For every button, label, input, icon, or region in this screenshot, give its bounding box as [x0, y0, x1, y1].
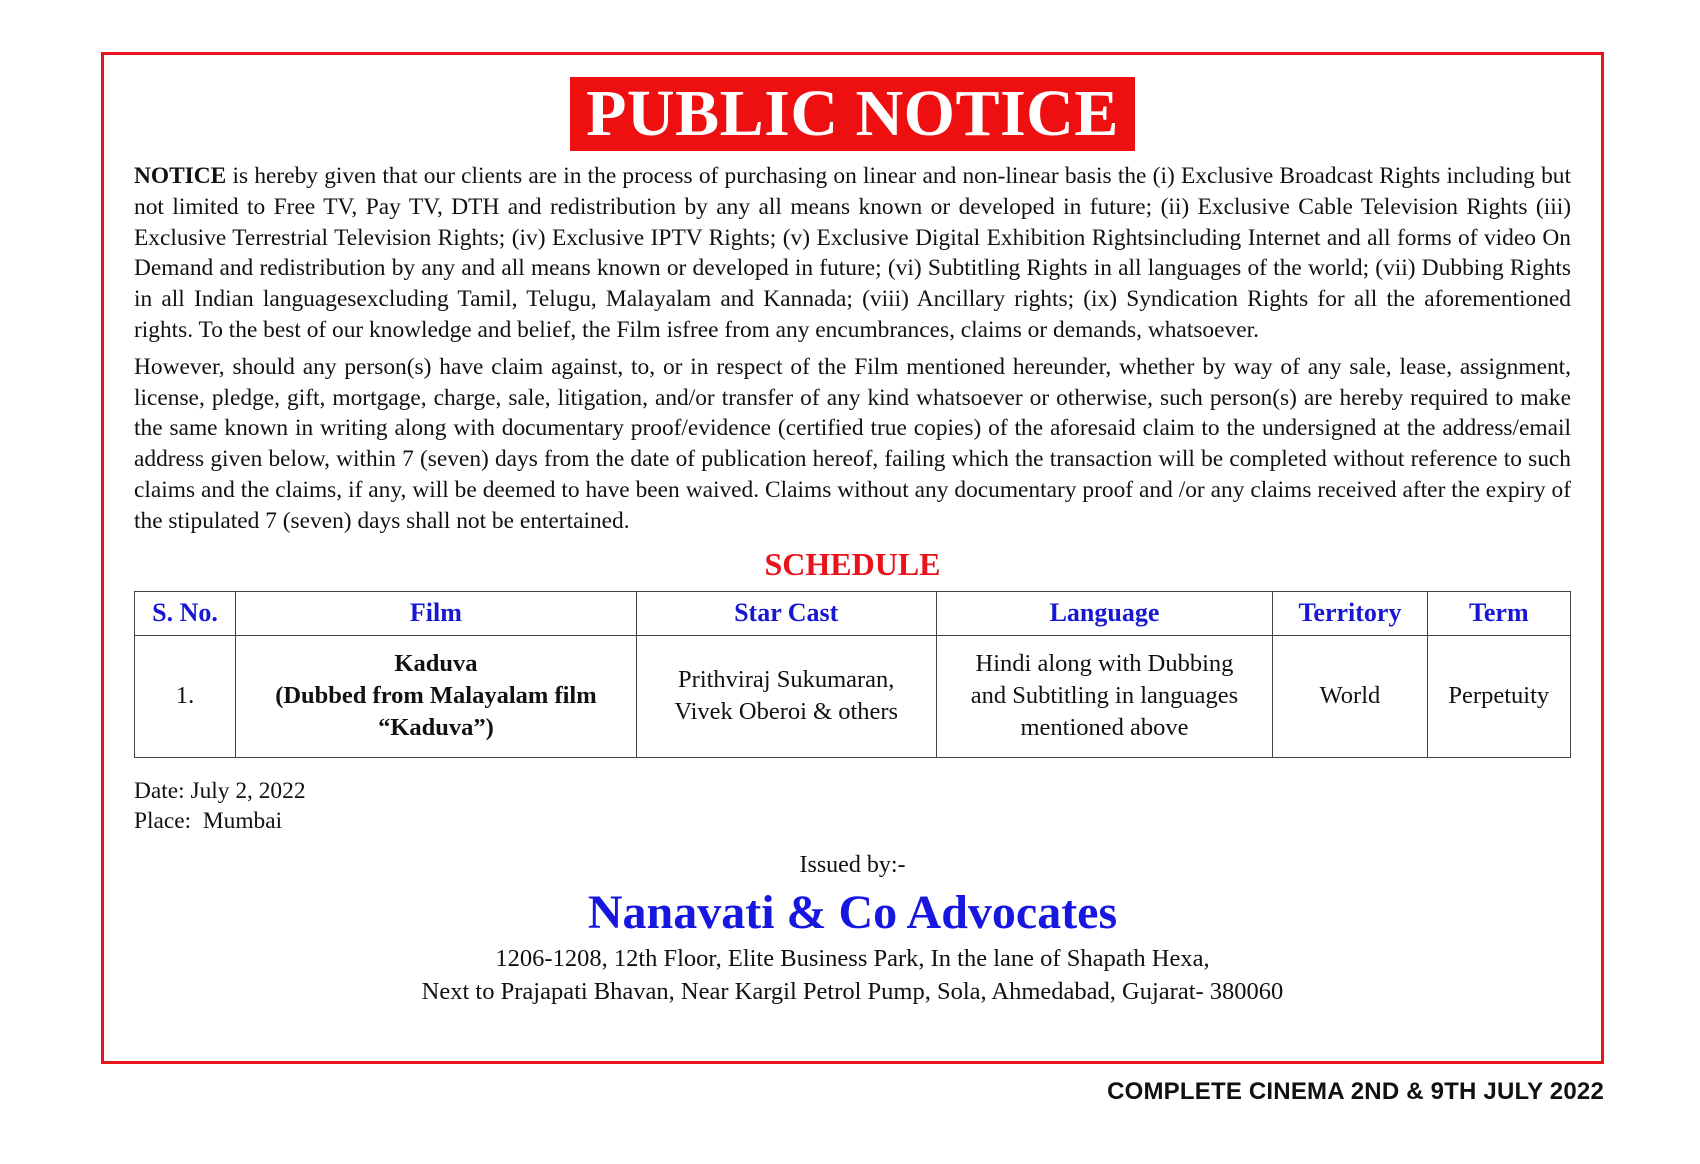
notice-paragraph-1 — [134, 161, 1571, 346]
notice-border-frame — [101, 52, 1604, 1064]
publication-credit: COMPLETE CINEMA 2ND & 9TH JULY 2022 — [1107, 1078, 1604, 1105]
cell-film — [236, 635, 637, 757]
firm-address — [134, 942, 1571, 1008]
film-title: Kaduva — [394, 650, 478, 678]
schedule-table — [134, 591, 1571, 758]
notice-paragraph-1-body: is hereby given that our clients are in the process of purchasing on linear and non-linear basis the (i) Exclusive Broadcast Rights including but not limited to Free TV, Pay TV, DTH and redistribution by any all means known or developed in future; (ii) Exclusive Cable Television Rights (iii) Exclusive Terrestrial Television Rights; (iv) Exclusive IPTV Rights; (v) Exclusive Digital Exhibition Rightsincluding Internet and all forms of video On Demand and redistribution by any and all means known or developed in future; (vi) Subtitling Rights in all languages of the world; (vii) Dubbing Rights in all Indian languagesexcluding Tamil, Telugu, Malayalam and Kannada; (viii) Ancillary rights; (ix) Syndication Rights for all the aforementioned rights. To the best of our knowledge and belief, the Film isfree from any encumbrances, claims or demands, whatsoever. — [134, 163, 1571, 343]
notice-paragraph-2: However, should any person(s) have claim against, to, or in respect of the Film mentioned hereunder, whether by way of any sale, lease, assignment, license, pledge, gift, mortgage, charge, sale, litigation, and/or transfer of any kind whatsoever or otherwise, such person(s) are hereby required to make the same known in writing along with documentary proof/evidence (certified true copies) of the aforesaid claim to the undersigned at the address/email address given below, within 7 (seven) days from the date of publication hereof, failing which the transaction will be completed without reference to such claims and the claims, if any, will be deemed to have been waived. Claims without any documentary proof and /or any claims received after the expiry of the stipulated 7 (seven) days shall not be entertained. — [134, 353, 1571, 534]
address-line-2: Next to Prajapati Bhavan, Near Kargil Petrol Pump, Sola, Ahmedabad, Gujarat- 380060 — [421, 977, 1284, 1005]
cell-star-cast — [636, 635, 936, 757]
issued-by-label: Issued by:- — [799, 851, 906, 878]
column-header-sno: S. No. — [135, 591, 236, 635]
notice-place: Place: Mumbai — [134, 807, 283, 834]
column-header-film: Film — [236, 591, 637, 635]
table-row — [135, 635, 1571, 757]
star-cast-line-2: Vivek Oberoi & others — [674, 698, 899, 726]
language-line-1: Hindi along with Dubbing — [975, 650, 1234, 678]
cell-language — [936, 635, 1273, 757]
star-cast-line-1: Prithviraj Sukumaran, — [678, 666, 895, 694]
language-line-2: and Subtitling in languages — [970, 682, 1239, 710]
title-container — [104, 77, 1601, 151]
language-line-3: mentioned above — [1020, 714, 1189, 742]
address-line-1: 1206-1208, 12th Floor, Elite Business Park, In the lane of Shapath Hexa, — [495, 944, 1210, 972]
date-place-block — [134, 776, 1571, 836]
film-note-line-1: (Dubbed from Malayalam film — [275, 682, 597, 710]
firm-name: Nanavati & Co Advocates — [587, 885, 1118, 939]
notice-content — [134, 161, 1571, 1008]
film-note-line-2: “Kaduva”) — [378, 714, 494, 742]
notice-date: Date: July 2, 2022 — [134, 777, 306, 804]
notice-lead-word: NOTICE — [134, 163, 227, 189]
column-header-star-cast: Star Cast — [636, 591, 936, 635]
schedule-heading: SCHEDULE — [764, 545, 941, 582]
column-header-territory: Territory — [1273, 591, 1427, 635]
notice-title: PUBLIC NOTICE — [570, 77, 1135, 151]
cell-sno: 1. — [135, 635, 236, 757]
schedule-header-row — [135, 591, 1571, 635]
column-header-term: Term — [1427, 591, 1570, 635]
cell-term: Perpetuity — [1427, 635, 1570, 757]
column-header-language: Language — [936, 591, 1273, 635]
cell-territory: World — [1273, 635, 1427, 757]
